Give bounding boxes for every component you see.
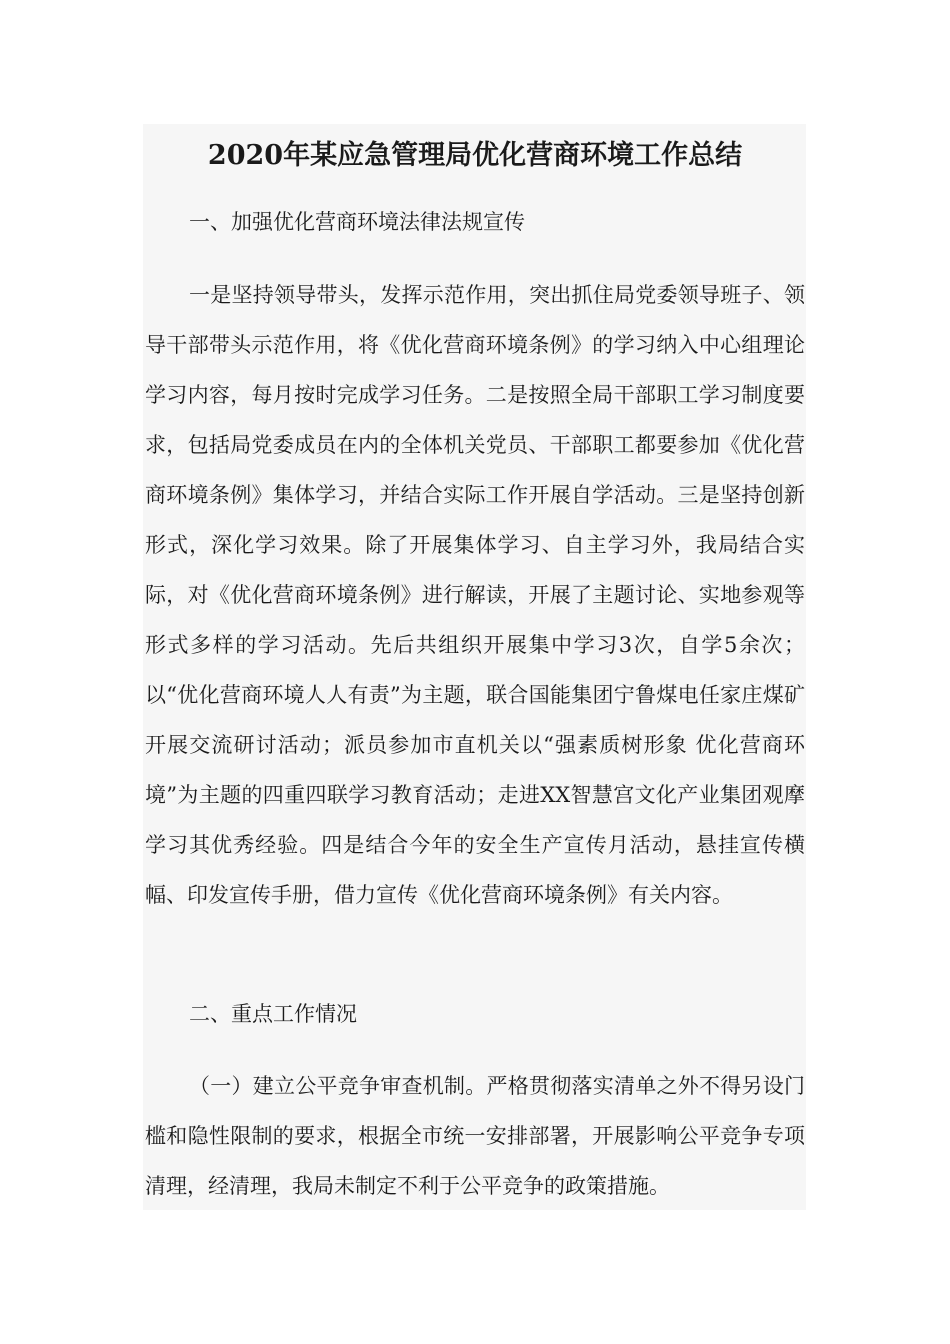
- section-paragraph-2: （一）建立公平竞争审查机制。严格贯彻落实清单之外不得另设门槛和隐性限制的要求，根据全市统一安排部署，开展影响公平竞争专项清理，经清理，我局未制定不利于公平竞争的政策措施。: [145, 1074, 805, 1198]
- section-paragraph-1: 一是坚持领导带头，发挥示范作用，突出抓住局党委领导班子、领导干部带头示范作用，将《优化营商环境条例》的学习纳入中心组理论学习内容，每月按时完成学习任务。二是按照全局干部职工学习制度要求，包括局党委成员在内的全体机关党员、干部职工都要参加《优化营商环境条例》集体学习，并结合实际工作开展自学活动。三是坚持创新形式，深化学习效果。除了开展集体学习、自主学习外，我局结合实际，对《优化营商环境条例》进行解读，开展了主题讨论、实地参观等形式多样的学习活动。先后共组织开展集中学习3次，自学5余次；以“优化营商环境人人有责”为主题，联合国能集团宁鲁煤电任家庄煤矿开展交流研讨活动；派员参加市直机关以“强素质树形象 优化营商环境”为主题的四重四联学习教育活动；走进XX智慧宫文化产业集团观摩学习其优秀经验。四是结合今年的安全生产宣传月活动，悬挂宣传横幅、印发宣传手册，借力宣传《优化营商环境条例》有关内容。: [145, 283, 805, 907]
- section-heading-1: 一、加强优化营商环境法律法规宣传: [189, 210, 525, 234]
- document-title: 2020年某应急管理局优化营商环境工作总结: [207, 140, 743, 171]
- section-heading-2: 二、重点工作情况: [189, 1002, 357, 1026]
